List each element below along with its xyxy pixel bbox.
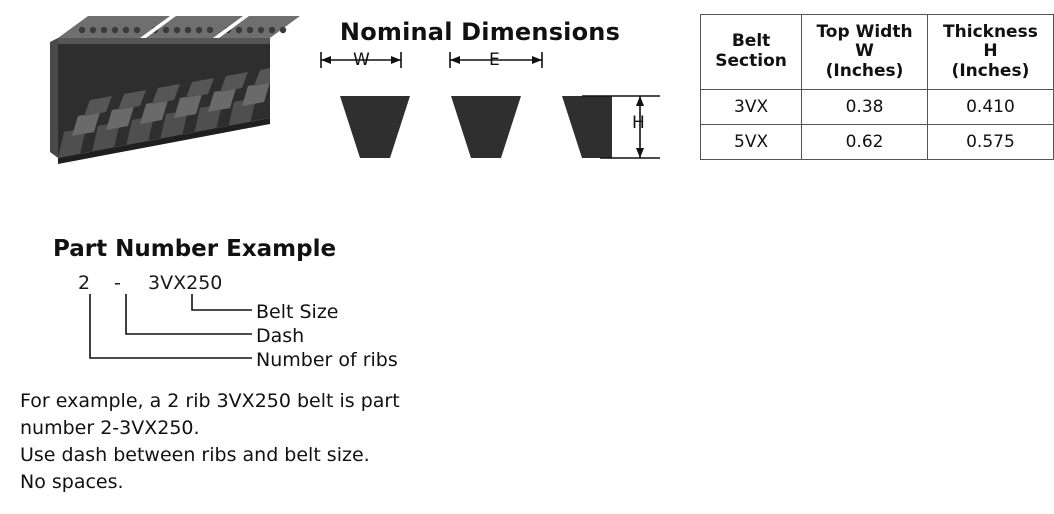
arrowhead-h-bottom	[636, 148, 644, 158]
header-thickness	[927, 15, 1053, 90]
description-line-3: Use dash between ribs and belt size.	[20, 443, 370, 466]
header-thickness-line3: (Inches)	[951, 60, 1030, 81]
nominal-dimensions-diagram	[310, 10, 680, 190]
part-number-dash-value: -	[114, 272, 121, 294]
belt-illustration-svg	[20, 8, 310, 188]
header-belt-section-line1: Belt	[731, 31, 771, 52]
belt-end-face	[50, 38, 58, 158]
belt-top-face	[58, 16, 300, 38]
header-top-width-line3: (Inches)	[825, 60, 904, 81]
callout-dash: Dash	[256, 325, 305, 347]
part-number-ribs-value: 2	[78, 272, 91, 294]
cell-belt-section: 5VX	[701, 125, 802, 160]
part-number-size-value: 3VX250	[148, 272, 223, 294]
header-belt-section	[701, 15, 802, 90]
arrowhead-h-top	[636, 96, 644, 106]
belt-top-edge	[58, 38, 270, 44]
callout-number-of-ribs: Number of ribs	[256, 349, 398, 371]
belt-spec-table	[700, 14, 1054, 160]
dimension-label-h: H	[632, 113, 645, 133]
arrowhead-w-right	[391, 56, 401, 64]
cell-thickness: 0.575	[927, 125, 1053, 160]
dimension-label-w: W	[353, 50, 370, 70]
cell-top-width: 0.38	[802, 90, 928, 125]
header-top-width-line2: W	[855, 41, 874, 62]
cell-top-width: 0.62	[802, 125, 928, 160]
part-number-example-title: Part Number Example	[53, 236, 337, 262]
arrowhead-e-left	[450, 56, 460, 64]
dimension-label-e: E	[489, 50, 500, 70]
header-thickness-line2: H	[983, 41, 998, 62]
header-thickness-line1: Thickness	[943, 21, 1038, 42]
table-row	[701, 90, 1054, 125]
nominal-dimensions-title: Nominal Dimensions	[339, 18, 621, 46]
arrowhead-e-right	[532, 56, 542, 64]
table-header-row	[701, 15, 1054, 90]
callout-belt-size: Belt Size	[256, 301, 339, 323]
description-text	[20, 388, 490, 496]
header-top-width-line1: Top Width	[816, 21, 913, 42]
belt-profile-shape	[321, 96, 612, 158]
description-line-2: number 2-3VX250.	[20, 416, 200, 439]
description-line-4: No spaces.	[20, 470, 124, 493]
cell-belt-section: 3VX	[701, 90, 802, 125]
belt-illustration	[20, 8, 310, 188]
header-belt-section-line2: Section	[715, 51, 787, 71]
part-number-leader-lines	[20, 294, 480, 374]
arrowhead-w-left	[321, 56, 331, 64]
cell-thickness: 0.410	[927, 90, 1053, 125]
description-line-1: For example, a 2 rib 3VX250 belt is part	[20, 390, 400, 412]
header-top-width	[802, 15, 928, 90]
table-row	[701, 125, 1054, 160]
part-number-example	[20, 236, 480, 386]
